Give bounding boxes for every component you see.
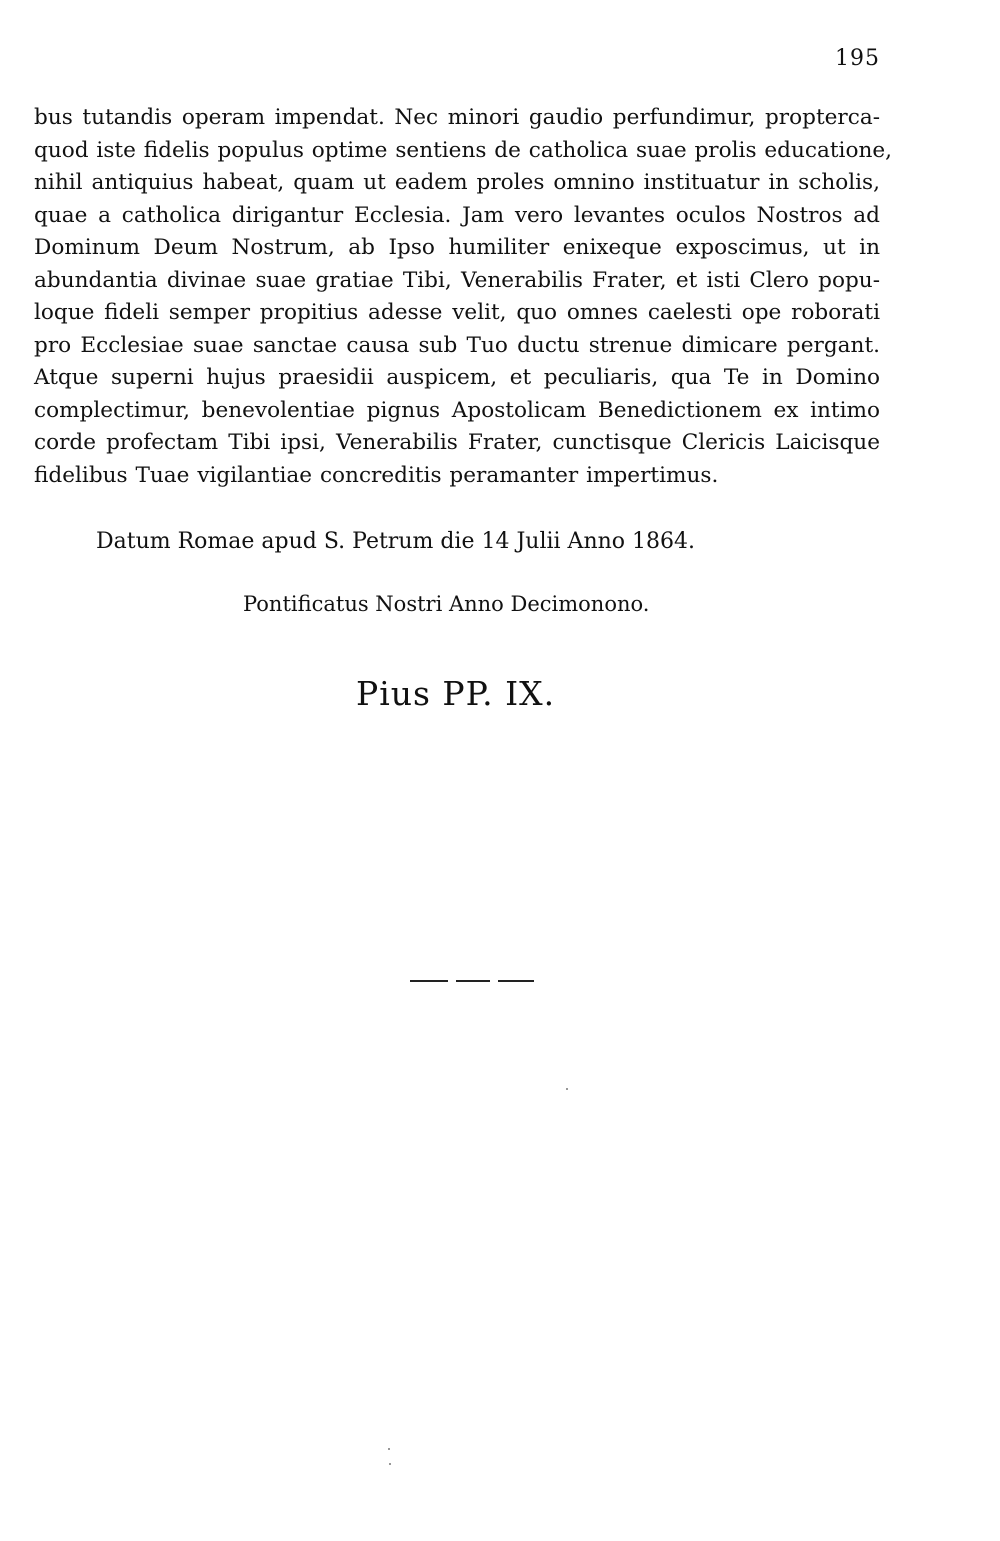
paper-speck [566, 1088, 568, 1090]
body-line: abundantia divinae suae gratiae Tibi, Venerabilis Frater, et isti Clero popu- [34, 267, 880, 293]
body-paragraph [34, 102, 892, 492]
body-line: nihil antiquius habeat, quam ut eadem proles omnino instituatur in scholis, [34, 170, 880, 195]
dating-clause: Datum Romae apud S. Petrum die 14 Julii Anno 1864. [96, 529, 696, 554]
rule-segment [456, 980, 490, 982]
body-line: pro Ecclesiae suae sanctae causa sub Tuo ductu strenue dimicare pergant. [34, 332, 880, 358]
body-line: complectimur, benevolentiae pignus Apostolicam Benedictionem ex intimo [34, 397, 880, 423]
end-rule-divider [410, 980, 535, 982]
body-line: loque fideli semper propitius adesse velit, quo omnes caelesti ope roborati [34, 300, 880, 325]
rule-segment [498, 980, 534, 982]
body-line: corde profectam Tibi ipsi, Venerabilis Frater, cunctisque Clericis Laicisque [34, 430, 880, 455]
pontificate-year: Pontificatus Nostri Anno Decimonono. [243, 592, 650, 616]
body-line: Dominum Deum Nostrum, ab Ipso humiliter enixeque exposcimus, ut in [34, 235, 880, 260]
body-line: fidelibus Tuae vigilantiae concreditis peramanter impertimus. [34, 462, 719, 488]
page-number: 195 [835, 46, 880, 71]
body-line: quod iste fidelis populus optime sentiens de catholica suae prolis educatione, [34, 137, 892, 163]
paper-speck [389, 1463, 391, 1465]
rule-segment [410, 980, 448, 982]
paper-speck [388, 1448, 390, 1450]
body-line: quae a catholica dirigantur Ecclesia. Jam vero levantes oculos Nostros ad [34, 202, 880, 228]
body-line: Atque superni hujus praesidii auspicem, et peculiaris, qua Te in Domino [34, 365, 880, 390]
body-line: bus tutandis operam impendat. Nec minori gaudio perfundimur, propterca- [34, 105, 880, 130]
papal-signature: Pius PP. IX. [356, 674, 556, 713]
